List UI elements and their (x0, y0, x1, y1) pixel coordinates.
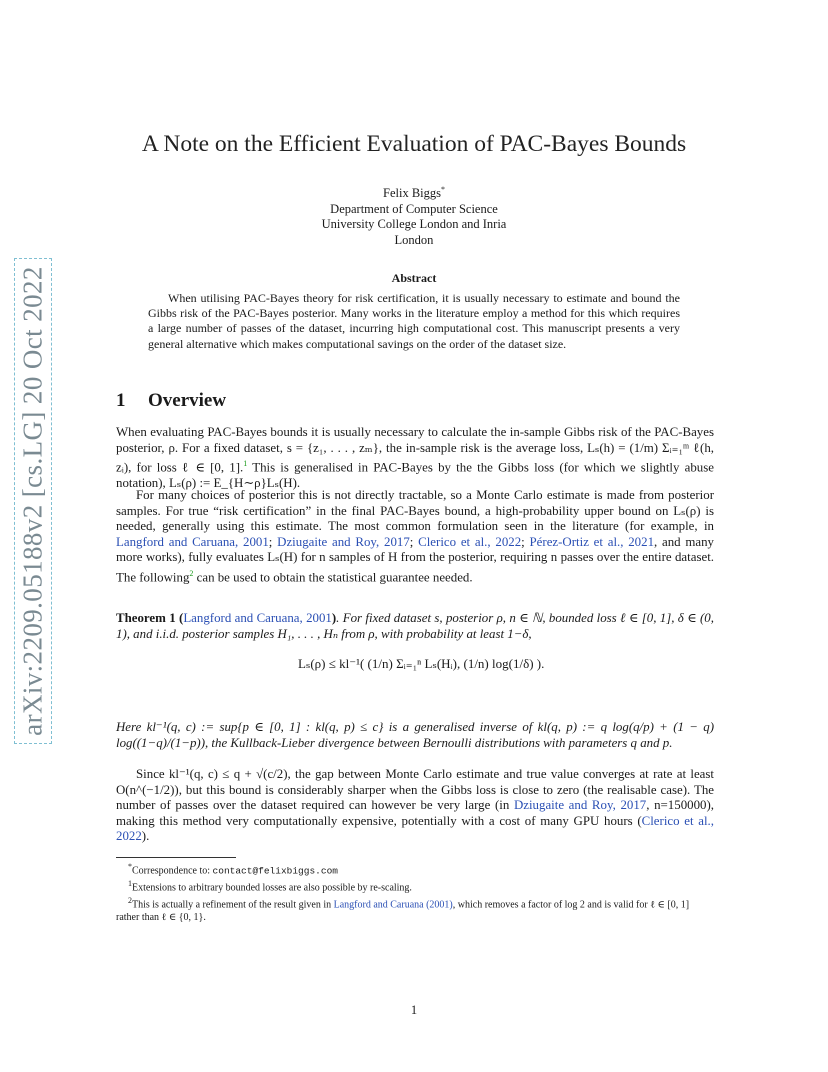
footnote-2-text-b: , which removes a factor of log 2 and is valid for ℓ ∈ [0, 1] rather than ℓ ∈ {0, 1}. (116, 899, 690, 924)
page-number: 1 (410, 1003, 418, 1017)
footnote-ref-1[interactable]: 1 (243, 459, 248, 469)
author-affiliation-dept: Department of Computer Science (330, 201, 498, 216)
citation-clerico[interactable]: Clerico et al., 2022 (418, 534, 522, 549)
paragraph-3 (116, 767, 714, 845)
kl-inverse-definition: Here kl⁻¹(q, c) := sup{p ∈ [0, 1] : kl(q, p) ≤ c} is a generalised inverse of kl(q, p) := q log(q/p) + (1 − q) log((1−q)/(1−p)), the Kullback-Lieber divergence between Bernoulli distributions with parameters q and p. (116, 720, 714, 750)
paragraph-3-text-a: Since kl⁻¹(q, c) ≤ q + √(c/2), the gap between Monte Carlo estimate and true value converges at rate at least O(n^(−1/2)), but this bound is considerably sharper when the Gibbs loss is close to zero (the realisable case). The number of passes over the dataset required can however be very large (in (116, 767, 714, 813)
author-block (0, 182, 828, 249)
theorem-1: Theorem 1 (Langford and Caruana, 2001). For fixed dataset s, posterior ρ, n ∈ ℕ, bounded loss ℓ ∈ [0, 1], δ ∈ (0, 1), and i.i.d. posterior samples H₁, . . . , Hₙ from ρ, with probability at least 1−δ, (116, 611, 714, 641)
footnotes (116, 861, 714, 925)
footnote-2: $^2$This is actually a refinement of the result given in Langford and Caruana (2001), which removes a factor of log 2 and is valid for ℓ ∈ [0, 1] rather than ℓ ∈ {0, 1}. (116, 896, 690, 924)
author-name: Felix Biggs (383, 186, 441, 201)
author-affiliation-univ: University College London and Inria (321, 217, 507, 232)
footnote-1: $^1$Extensions to arbitrary bounded losses are also possible by re-scaling. (128, 879, 412, 894)
abstract-text: When utilising PAC-Bayes theory for risk certification, it is usually necessary to estimate and bound the Gibbs risk of the PAC-Bayes posterior. Many works in the literature employ a method for this which requires a large number of passes of the dataset, incurring high computational cost. This manuscript presents a very general alternative which makes computational savings on the order of the dataset size. (148, 291, 680, 351)
citation-clerico-2[interactable]: Clerico et al., 2022 (116, 813, 714, 844)
citation-perez-ortiz[interactable]: Pérez-Ortiz et al., 2021 (529, 534, 655, 549)
theorem-statement: . For fixed dataset s, posterior ρ, n ∈ ℕ, bounded loss ℓ ∈ [0, 1], δ ∈ (0, 1), and i.i.d. posterior samples H₁, . . . , Hₙ from ρ, with probability at least 1−δ, (116, 611, 714, 641)
author-affiliation-city: London (394, 232, 434, 247)
theorem-label: Theorem 1 (116, 611, 176, 625)
section-number: 1 (116, 390, 126, 411)
section-heading (116, 390, 226, 412)
paragraph-2: For many choices of posterior this is not directly tractable, so a Monte Carlo estimate is made from posterior samples. For true “risk certification” in the final PAC-Bayes bound, a high-probability upper bound on Lₛ(ρ) is needed, generally using this estimate. The most common formulation seen in the literature (for example, in Langford and Caruana, 2001; Dziugaite and Roy, 2017; Clerico et al., 2022; Pérez-Ortiz et al., 2021, and many more works), fully evaluates Lₛ(H) for n samples of H from the posterior, requiring n passes over the entire dataset. The following$^2$ can be used to obtain the statistical guarantee needed. (116, 488, 714, 585)
citation-dziugaite-roy-2[interactable]: Dziugaite and Roy, 2017 (513, 798, 647, 813)
paragraph-1-text-b: This is generalised in PAC-Bayes by the the Gibbs loss (for which we slightly abuse notation), Lₛ(ρ) := E_{H∼ρ}Lₛ(H). (116, 460, 714, 490)
paragraph-2-text-b: , and many more works), fully evaluates Lₛ(H) for n samples of H from the posterior, requiring n passes over the entire dataset. The following (116, 534, 714, 585)
correspondence-email[interactable]: contact@felixbiggs.com (212, 865, 338, 877)
footnote-2-text-a: This is actually a refinement of the result given in (132, 899, 334, 911)
section-title: Overview (148, 390, 227, 411)
footnote-rule (116, 857, 236, 858)
paper-title: A Note on the Efficient Evaluation of PAC-Bayes Bounds (141, 131, 687, 157)
arxiv-sidebar-stamp (14, 258, 52, 744)
footnote-star: *Correspondence to: contact@felixbiggs.com (128, 862, 338, 877)
footnote-2-citation-year[interactable]: (2001) (426, 899, 453, 911)
paragraph-1-text-a: When evaluating PAC-Bayes bounds it is usually necessary to calculate the in-sample Gibbs risk of the PAC-Bayes posterior, ρ. For a fixed dataset, s = {z₁, . . . , zₘ}, the in-sample risk is the average loss, Lₛ(h) = (1/m) Σᵢ₌₁ᵐ ℓ(h, zᵢ), for loss ℓ ∈ [0, 1]. (116, 425, 714, 475)
paragraph-3-text-b: , n=150000), making this method very computationally expensive, potentially with a cost of many GPU hours ( (116, 798, 714, 828)
footnote-star-text: Correspondence to: (132, 865, 213, 877)
arxiv-identifier: arXiv:2209.05188v2 [cs.LG] 20 Oct 2022 (17, 266, 48, 736)
footnote-1-text: Extensions to arbitrary bounded losses are also possible by re-scaling. (132, 882, 412, 894)
abstract-heading: Abstract (391, 271, 437, 285)
theorem-equation: Lₛ(ρ) ≤ kl⁻¹( (1/n) Σᵢ₌₁ⁿ Lₛ(Hᵢ), (1/n) log(1/δ) ). (298, 656, 545, 671)
footnote-ref-2[interactable]: 2 (189, 568, 194, 578)
paragraph-1 (116, 425, 714, 491)
citation-langford-caruana[interactable]: Langford and Caruana, 2001 (116, 534, 269, 549)
theorem-citation[interactable]: Langford and Caruana, 2001 (183, 611, 332, 625)
author-footnote-marker: * (441, 185, 445, 194)
paragraph-3-text-c: ). (141, 829, 150, 844)
paragraph-2-text-a: For many choices of posterior this is not directly tractable, so a Monte Carlo estimate is made from posterior samples. For true “risk certification” in the final PAC-Bayes bound, a high-probability upper bound on Lₛ(ρ) is needed, generally using this estimate. The most common formulation seen in the literature (for example, in (116, 488, 714, 534)
footnote-2-citation[interactable]: Langford and Caruana (333, 899, 424, 911)
paragraph-2-text-c: can be used to obtain the statistical guarantee needed. (193, 570, 473, 585)
citation-dziugaite-roy[interactable]: Dziugaite and Roy, 2017 (277, 534, 410, 549)
